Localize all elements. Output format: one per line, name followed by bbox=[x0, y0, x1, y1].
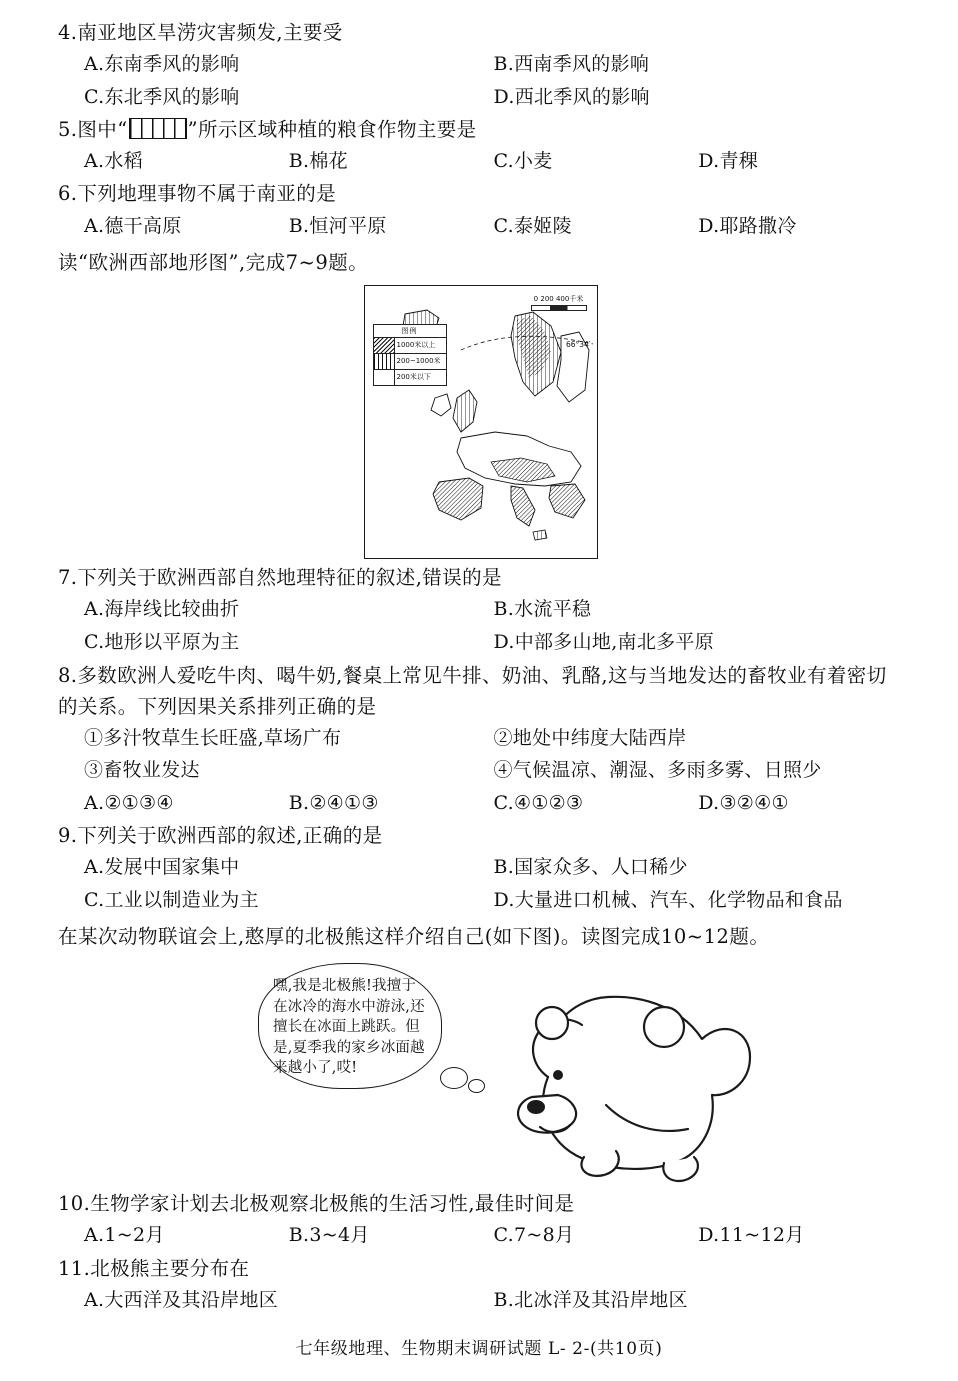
option-b[interactable]: B.国家众多、人口稀少 bbox=[493, 856, 688, 879]
legend-swatch-high bbox=[374, 338, 395, 353]
option-row bbox=[58, 210, 903, 242]
option-c[interactable]: C.工业以制造业为主 bbox=[84, 888, 259, 911]
option-a[interactable]: A.德干高原 bbox=[84, 214, 182, 237]
question-text: 生物学家计划去北极观察北极熊的生活习性,最佳时间是 bbox=[90, 1192, 575, 1216]
question-7 bbox=[58, 563, 903, 658]
option-c[interactable]: C.④①②③ bbox=[493, 791, 584, 814]
europe-relief-map-figure bbox=[364, 285, 598, 559]
passage-lead-europe: 读“欧洲西部地形图”,完成7~9题。 bbox=[58, 250, 369, 274]
legend-row-low bbox=[374, 370, 446, 385]
speech-bubble-tail-large bbox=[440, 1067, 468, 1089]
question-9 bbox=[58, 821, 903, 916]
question-text: 下列地理事物不属于南亚的是 bbox=[77, 182, 337, 206]
question-10 bbox=[58, 1189, 903, 1252]
question-6 bbox=[58, 179, 903, 242]
item-4: ④气候温凉、潮湿、多雨多雾、日照少 bbox=[493, 759, 822, 782]
legend-title: 图例 bbox=[374, 325, 446, 338]
question-number: 4. bbox=[58, 21, 78, 44]
scale-label-0: 0 bbox=[533, 294, 539, 303]
map-scale-bar bbox=[531, 294, 587, 311]
question-number: 5. bbox=[58, 117, 78, 141]
legend-label-high: 1000米以上 bbox=[396, 341, 436, 350]
option-row bbox=[58, 1284, 903, 1316]
question-stem bbox=[58, 660, 903, 722]
speech-bubble-tail-small bbox=[468, 1079, 485, 1093]
speech-bubble: 嘿,我是北极熊!我擅于在冰冷的海水中游泳,还擅长在冰面上跳跃。但是,夏季我的家乡冰面越来越小了,哎! bbox=[258, 963, 442, 1089]
option-c[interactable]: C.地形以平原为主 bbox=[84, 630, 240, 653]
option-a[interactable]: A.东南季风的影响 bbox=[84, 53, 240, 76]
question-stem bbox=[58, 821, 903, 851]
option-row bbox=[58, 884, 903, 916]
question-text: 下列关于欧洲西部自然地理特征的叙述,错误的是 bbox=[77, 565, 502, 589]
legend-row-mid bbox=[374, 354, 446, 370]
item-row bbox=[58, 722, 903, 754]
item-row bbox=[58, 754, 903, 786]
option-a[interactable]: A.②①③④ bbox=[84, 791, 174, 814]
option-row bbox=[58, 787, 903, 819]
legend-row-high bbox=[374, 338, 446, 354]
option-d[interactable]: D.11~12月 bbox=[698, 1224, 805, 1247]
question-text: 北极熊主要分布在 bbox=[90, 1256, 250, 1280]
option-d[interactable]: D.③②④① bbox=[698, 791, 789, 814]
option-d[interactable]: D.西北季风的影响 bbox=[493, 85, 650, 108]
question-number: 8. bbox=[58, 663, 78, 687]
option-d[interactable]: D.耶路撒冷 bbox=[698, 214, 797, 237]
legend-label-mid: 200~1000米 bbox=[396, 357, 441, 366]
option-b[interactable]: B.西南季风的影响 bbox=[493, 53, 650, 76]
question-text: 多数欧洲人爱吃牛肉、喝牛奶,餐桌上常见牛排、奶油、乳酪,这与当地发达的畜牧业有着密切的关系。下列因果关系排列正确的是 bbox=[58, 663, 887, 718]
option-d[interactable]: D.大量进口机械、汽车、化学物品和食品 bbox=[493, 888, 843, 911]
option-b[interactable]: B.棉花 bbox=[288, 150, 348, 173]
question-5 bbox=[58, 115, 903, 178]
option-b[interactable]: B.3~4月 bbox=[288, 1224, 370, 1247]
scale-label-400: 400千米 bbox=[555, 294, 584, 303]
question-stem bbox=[58, 18, 903, 48]
question-number: 6. bbox=[58, 182, 78, 206]
option-a[interactable]: A.海岸线比较曲折 bbox=[84, 598, 240, 621]
question-stem bbox=[58, 563, 903, 593]
question-stem bbox=[58, 1254, 903, 1284]
option-a[interactable]: A.1~2月 bbox=[84, 1224, 165, 1247]
option-c[interactable]: C.小麦 bbox=[493, 150, 553, 173]
option-row bbox=[58, 81, 903, 113]
scale-bar-graphic bbox=[531, 305, 587, 311]
scale-label-200: 200 bbox=[540, 294, 554, 303]
item-1: ①多汁牧草生长旺盛,草场广布 bbox=[84, 727, 342, 750]
question-11 bbox=[58, 1254, 903, 1317]
option-d[interactable]: D.青稞 bbox=[698, 150, 759, 173]
question-stem bbox=[58, 179, 903, 209]
question-text: 下列关于欧洲西部的叙述,正确的是 bbox=[77, 824, 383, 848]
polar-bear-drawing bbox=[488, 957, 788, 1187]
question-text-pre: 图中“ bbox=[77, 117, 128, 141]
question-number: 10. bbox=[58, 1192, 91, 1216]
option-row bbox=[58, 145, 903, 177]
option-c[interactable]: C.7~8月 bbox=[493, 1224, 575, 1247]
option-b[interactable]: B.北冰洋及其沿岸地区 bbox=[493, 1288, 688, 1311]
latitude-label: 66°34′ bbox=[565, 339, 591, 349]
legend-swatch-low bbox=[374, 370, 395, 385]
question-stem bbox=[58, 1189, 903, 1219]
option-b[interactable]: B.②④①③ bbox=[288, 791, 379, 814]
option-c[interactable]: C.泰姬陵 bbox=[493, 214, 572, 237]
option-row bbox=[58, 48, 903, 80]
option-row bbox=[58, 626, 903, 658]
question-number: 9. bbox=[58, 824, 78, 848]
map-legend bbox=[373, 324, 447, 386]
page-content bbox=[58, 18, 903, 1318]
hatch-pattern-icon bbox=[129, 118, 187, 139]
option-a[interactable]: A.发展中国家集中 bbox=[84, 856, 240, 879]
option-b[interactable]: B.恒河平原 bbox=[288, 214, 387, 237]
option-a[interactable]: A.大西洋及其沿岸地区 bbox=[84, 1288, 279, 1311]
item-2: ②地处中纬度大陆西岸 bbox=[493, 727, 687, 750]
question-number: 11. bbox=[58, 1256, 91, 1280]
passage-lead-bear: 在某次动物联谊会上,憨厚的北极熊这样介绍自己(如下图)。读图完成10~12题。 bbox=[58, 924, 770, 948]
option-row bbox=[58, 1219, 903, 1251]
polar-bear-figure bbox=[58, 957, 903, 1189]
question-number: 7. bbox=[58, 565, 78, 589]
question-text: 南亚地区旱涝灾害频发,主要受 bbox=[77, 21, 343, 44]
option-a[interactable]: A.水稻 bbox=[84, 150, 143, 173]
option-row bbox=[58, 593, 903, 625]
legend-swatch-mid bbox=[374, 354, 395, 369]
item-3: ③畜牧业发达 bbox=[84, 759, 200, 782]
option-row bbox=[58, 851, 903, 883]
page-footer: 七年级地理、生物期末调研试题 L- 2-(共10页) bbox=[295, 1339, 663, 1359]
question-stem bbox=[58, 115, 903, 145]
question-8 bbox=[58, 660, 903, 819]
option-b[interactable]: B.水流平稳 bbox=[493, 598, 592, 621]
legend-label-low: 200米以下 bbox=[396, 373, 431, 382]
option-d[interactable]: D.中部多山地,南北多平原 bbox=[493, 630, 715, 653]
option-c[interactable]: C.东北季风的影响 bbox=[84, 85, 240, 108]
question-text-post: ”所示区域种植的粮食作物主要是 bbox=[187, 117, 477, 141]
question-4 bbox=[58, 18, 903, 113]
